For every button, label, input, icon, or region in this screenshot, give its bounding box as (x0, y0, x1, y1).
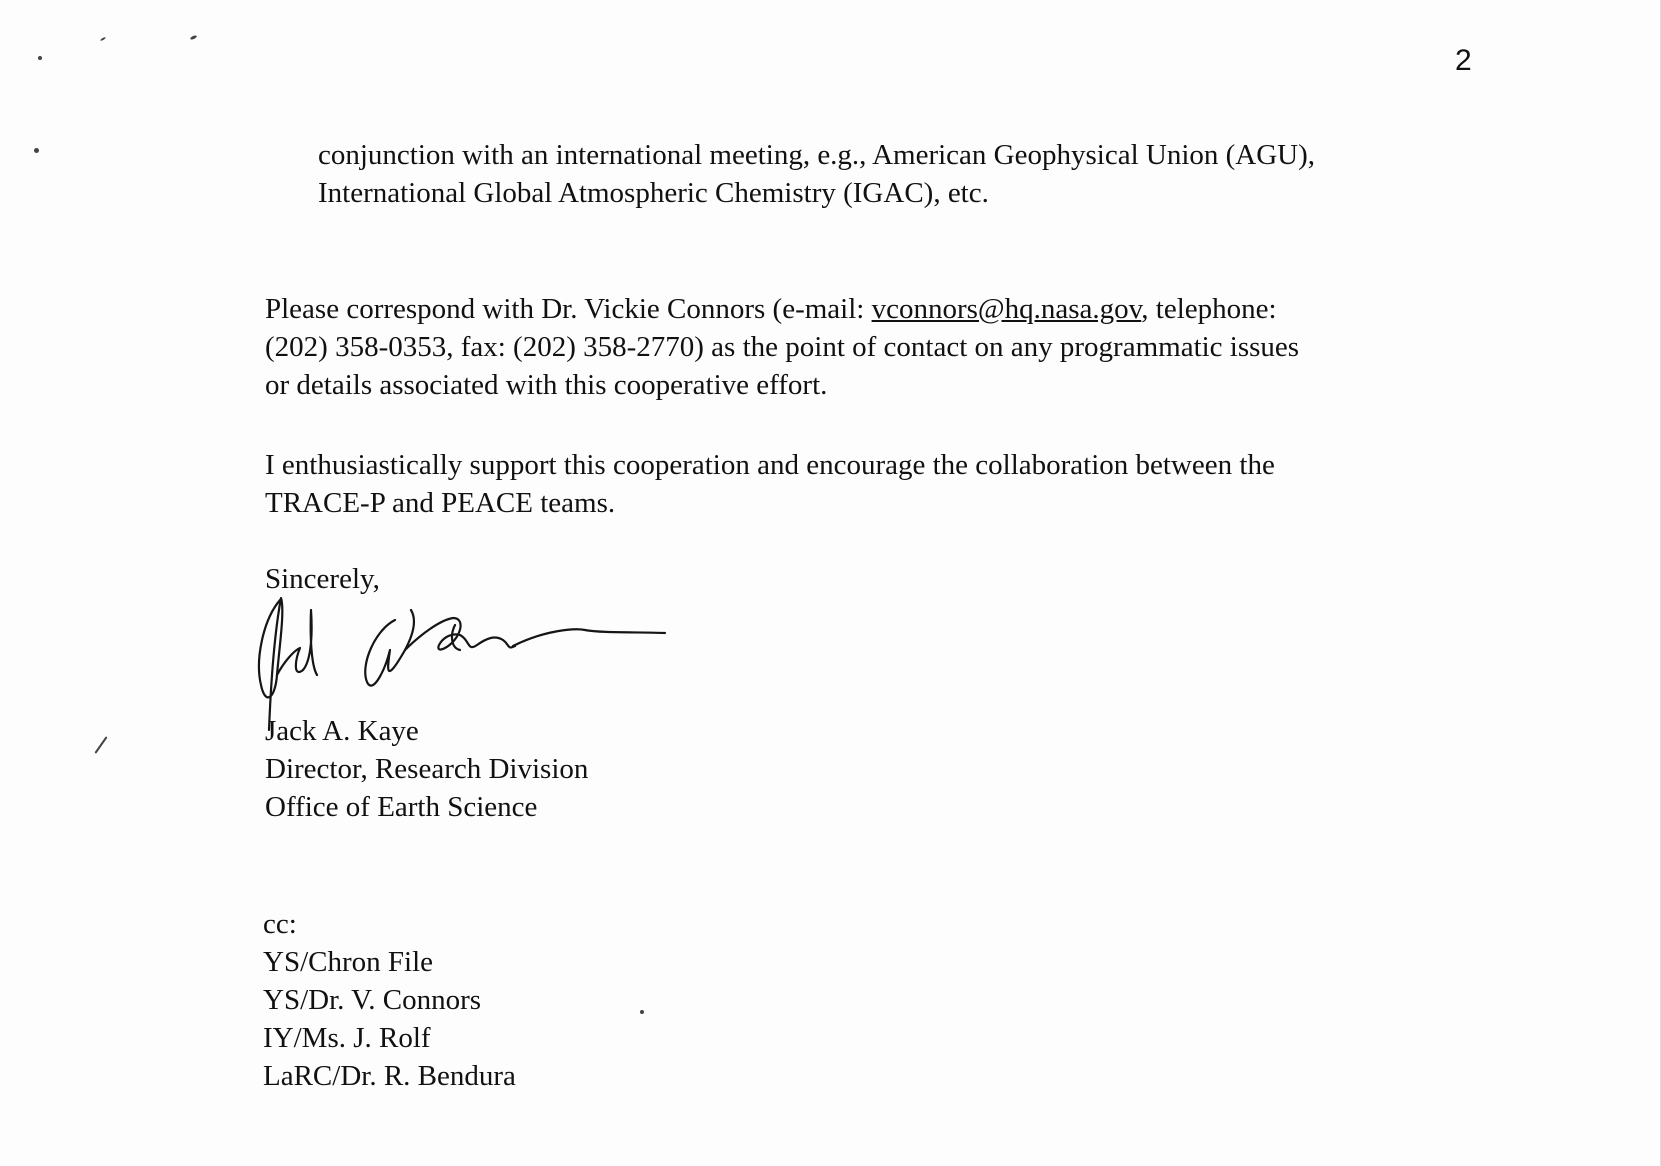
paragraph-contact (265, 290, 1299, 404)
paragraph-line: or details associated with this cooperative effort. (265, 369, 828, 401)
page-number: 2 (1455, 44, 1472, 77)
contact-text: Please correspond with Dr. Vickie Connors (e-mail: (265, 293, 872, 325)
cc-recipient: YS/Dr. V. Connors (263, 984, 482, 1016)
closing-salutation: Sincerely, (265, 563, 380, 595)
signer-name: Jack A. Kaye (265, 715, 419, 747)
scan-speck (100, 37, 106, 42)
scan-speck (94, 736, 107, 754)
paragraph-support (265, 446, 1275, 522)
cc-recipient: IY/Ms. J. Rolf (263, 1022, 431, 1054)
email-link[interactable]: vconnors@hq.nasa.gov (871, 293, 1142, 325)
scan-speck (190, 35, 198, 41)
paragraph-line (265, 290, 1299, 328)
cc-list (263, 905, 516, 1095)
scan-speck (640, 1010, 644, 1014)
paragraph-line: TRACE-P and PEACE teams. (265, 487, 616, 519)
signer-block (265, 712, 588, 826)
paragraph-conjunction (318, 136, 1315, 212)
paragraph-line: (202) 358-0353, fax: (202) 358-2770) as the point of contact on any programmatic issues (265, 331, 1300, 363)
contact-text: , telephone: (1141, 293, 1277, 325)
paragraph-line: conjunction with an international meeting, e.g., American Geophysical Union (AGU), (318, 139, 1316, 171)
paragraph-line: I enthusiastically support this cooperation and encourage the collaboration between the (265, 449, 1275, 481)
signer-office: Office of Earth Science (265, 791, 538, 823)
paragraph-line: International Global Atmospheric Chemistry (IGAC), etc. (318, 177, 989, 209)
cc-recipient: YS/Chron File (263, 946, 433, 978)
cc-recipient: LaRC/Dr. R. Bendura (263, 1060, 516, 1092)
scan-speck (34, 148, 39, 153)
cc-label: cc: (263, 908, 297, 940)
scan-speck (38, 56, 42, 60)
signer-title: Director, Research Division (265, 753, 589, 785)
